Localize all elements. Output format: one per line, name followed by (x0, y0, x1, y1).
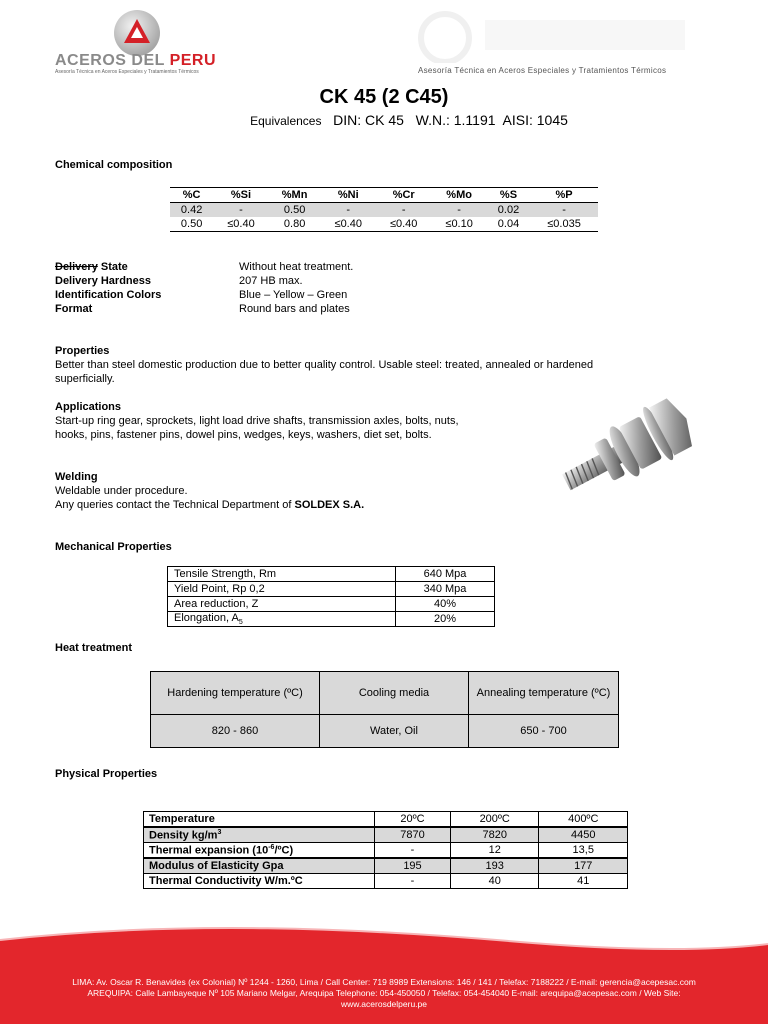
cell: Modulus of Elasticity Gpa (144, 858, 375, 874)
cell: 0.42 (170, 203, 213, 218)
mechanical-heading: Mechanical Properties (55, 541, 172, 553)
cell: Density $kg/m^3$ (144, 827, 375, 843)
cell: 4450 (539, 827, 628, 843)
heat-heading: Heat treatment (55, 642, 133, 654)
company-soldex: SOLDEX S.A. (294, 499, 365, 511)
cell: Area reduction, Z (168, 597, 396, 612)
cell: Water, Oil (320, 715, 469, 748)
table-row (144, 843, 628, 859)
cell: Hardening temperature (ºC) (151, 672, 320, 715)
table-row (168, 582, 495, 597)
company-name: ACEROS DEL PERU (55, 52, 217, 69)
logo-emblem-icon (114, 10, 160, 56)
heat-table (150, 671, 619, 748)
cell: Temperature (144, 812, 375, 828)
cell: Elongation, $A_5$ (168, 612, 396, 627)
cell: - (376, 203, 431, 218)
physical-heading: Physical Properties (55, 768, 158, 780)
chemical-table (170, 187, 598, 232)
watermark-graphic (415, 8, 705, 63)
cell: ≤0.035 (530, 217, 598, 232)
col-mn: %Mn (269, 188, 321, 203)
spec-value-format: Round bars and plates (239, 303, 350, 315)
footer-contact: LIMA: Av. Oscar R. Benavides (ex Colonial) Nº 1244 - 1260, Lima / Call Center: 719 8989 Extensions: 146 / 141 / Telefax: 7188222 / E-mail: gerencia@acepesac.com AREQUIPA: Calle Lambayeque Nº 105 Mariano Melgar, Arequipa Telephone: 054-450050 / Telefax: 054-454040 E-mail: arequipa@acepesac.com / Web Site: www.acerosdelperu.pe (72, 977, 696, 1009)
col-si: %Si (213, 188, 268, 203)
col-mo: %Mo (431, 188, 486, 203)
physical-table (143, 811, 628, 889)
col-c: %C (170, 188, 213, 203)
cell: 20% (396, 612, 495, 627)
cell: Yield Point, Rp 0,2 (168, 582, 396, 597)
cell: Tensile Strength, Rm (168, 567, 396, 582)
chemical-heading: Chemical composition (55, 159, 173, 171)
cell: 0.50 (269, 203, 321, 218)
table-row (168, 567, 495, 582)
table-row (144, 858, 628, 874)
cell: 7870 (375, 827, 451, 843)
cell: 820 - 860 (151, 715, 320, 748)
welding-contact: Any queries contact the Technical Department of SOLDEX S.A. (55, 499, 365, 511)
cell: 40% (396, 597, 495, 612)
cell: - (375, 843, 451, 859)
cell: 7820 (450, 827, 539, 843)
chemical-header-row (170, 188, 598, 203)
table-row (170, 217, 598, 232)
cell: 640 Mpa (396, 567, 495, 582)
table-row (144, 827, 628, 843)
col-s: %S (487, 188, 530, 203)
cell: ≤0.10 (431, 217, 486, 232)
cell: 41 (539, 874, 628, 889)
table-row (144, 874, 628, 889)
welding-heading: Welding (55, 471, 98, 483)
cell: ≤0.40 (376, 217, 431, 232)
cell: 13,5 (539, 843, 628, 859)
welding-text: Weldable under procedure. (55, 485, 188, 497)
cell: 0.04 (487, 217, 530, 232)
spec-label-format: Format (55, 303, 93, 315)
cell: 400ºC (539, 812, 628, 828)
spec-label-colors: Identification Colors (55, 289, 162, 301)
properties-text-2: superficially. (55, 373, 115, 385)
cell: 650 - 700 (469, 715, 619, 748)
table-header-row (144, 812, 628, 828)
spec-label-hardness: Delivery Hardness (55, 275, 151, 287)
cell: 0.02 (487, 203, 530, 218)
header-tagline: Asesoría Técnica en Aceros Especiales y Tratamientos Térmicos (418, 66, 667, 75)
cell: 195 (375, 858, 451, 874)
col-ni: %Ni (321, 188, 376, 203)
col-p: %P (530, 188, 598, 203)
cell: Thermal expansion $(10^{-6}/ºC)$ (144, 843, 375, 859)
cell: 40 (450, 874, 539, 889)
equivalences-label: Equivalences (250, 114, 322, 128)
table-header-row (151, 672, 619, 715)
company-logo (114, 10, 160, 56)
table-row (170, 203, 598, 218)
properties-heading: Properties (55, 345, 110, 357)
cell: ≤0.40 (321, 217, 376, 232)
cell: 0.80 (269, 217, 321, 232)
cell: 177 (539, 858, 628, 874)
table-row (168, 612, 495, 627)
cell: 0.50 (170, 217, 213, 232)
cell: Thermal Conductivity W/m.ºC (144, 874, 375, 889)
logo-tagline: Asesoría Técnica en Aceros Especiales y Tratamientos Térmicos (55, 69, 199, 75)
spec-value-colors: Blue – Yellow – Green (239, 289, 348, 301)
spec-label-delivery-state: Delivery State (55, 261, 128, 273)
cell: Cooling media (320, 672, 469, 715)
col-cr: %Cr (376, 188, 431, 203)
applications-text-2: hooks, pins, fastener pins, dowel pins, wedges, keys, washers, diet set, bolts. (55, 429, 432, 441)
cell: - (375, 874, 451, 889)
cell: - (530, 203, 598, 218)
equivalences (0, 112, 768, 128)
cell: 20ºC (375, 812, 451, 828)
spec-value-delivery-state: Without heat treatment. (239, 261, 354, 273)
table-row (168, 597, 495, 612)
applications-heading: Applications (55, 401, 122, 413)
cell: 12 (450, 843, 539, 859)
properties-text: Better than steel domestic production due to better quality control. Usable steel: treated, annealed or hardened (55, 359, 594, 371)
cell: 340 Mpa (396, 582, 495, 597)
table-row (151, 715, 619, 748)
cell: - (321, 203, 376, 218)
cell: - (213, 203, 268, 218)
spec-value-hardness: 207 HB max. (239, 275, 303, 287)
cell: 200ºC (450, 812, 539, 828)
equivalences-value: DIN: CK 45 W.N.: 1.1191 AISI: 1045 (333, 112, 568, 128)
cell: 193 (450, 858, 539, 874)
bolt-nut-image (550, 394, 700, 506)
cell: - (431, 203, 486, 218)
page-title: CK 45 (2 C45) (319, 86, 449, 108)
cell: ≤0.40 (213, 217, 268, 232)
cell: Annealing temperature (ºC) (469, 672, 619, 715)
mechanical-table (167, 566, 495, 627)
applications-text: Start-up ring gear, sprockets, light load drive shafts, transmission axles, bolts, nuts, (55, 415, 459, 427)
